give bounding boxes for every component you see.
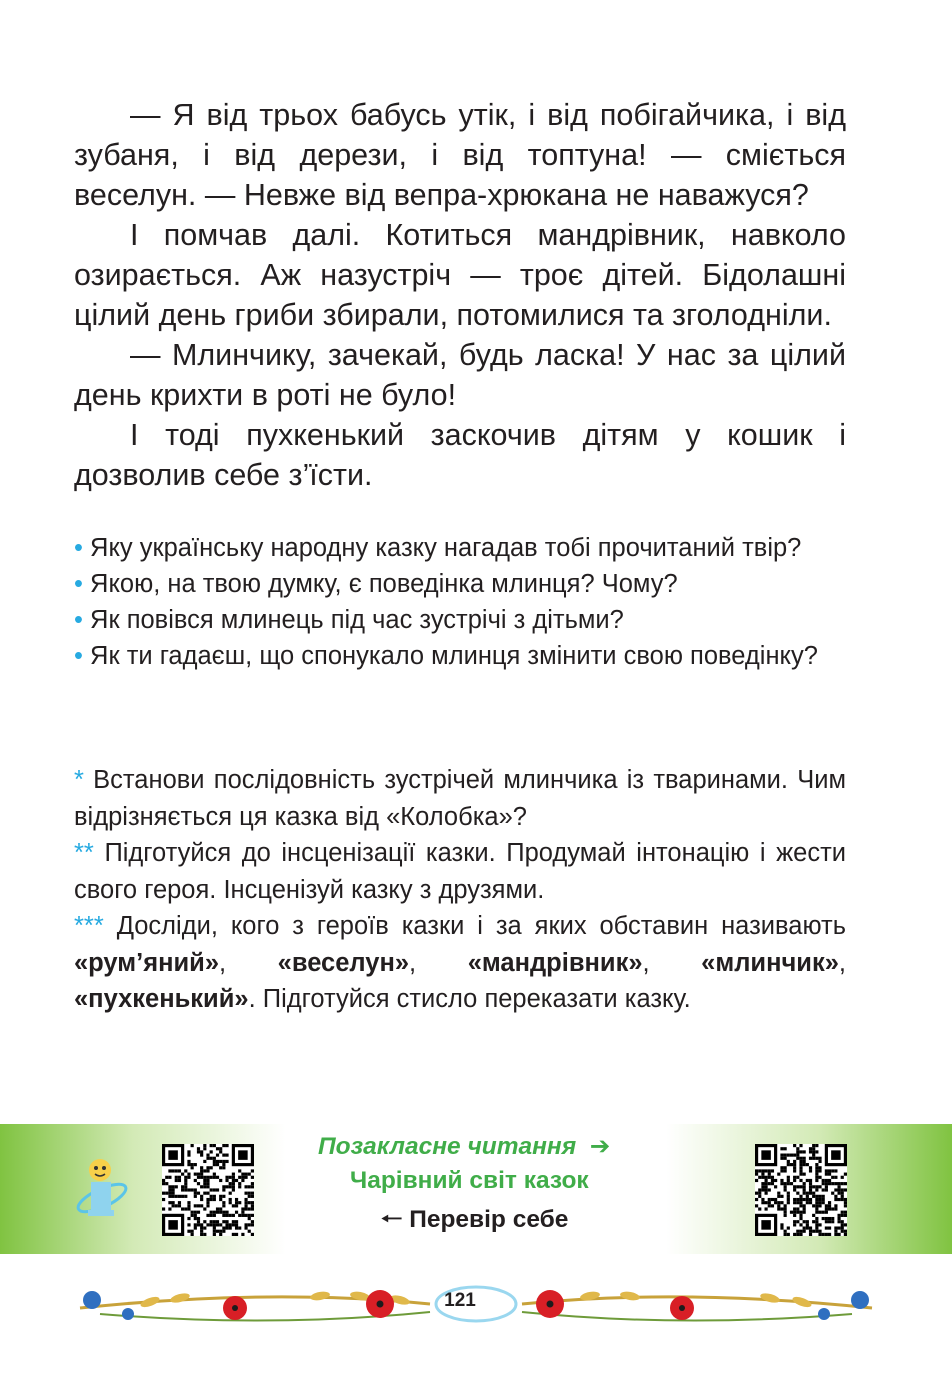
qr-code-icon[interactable] [162,1144,254,1236]
difficulty-star-2: ** [74,839,94,867]
story-paragraph-3: — Млинчику, зачекай, будь ласка! У нас за цілий день крихти в роті не було! [74,338,846,412]
bullet-icon: • [74,606,83,634]
keyword: «пухкенький» [74,985,249,1013]
bullet-icon: • [74,570,83,598]
link-magic-world-of-tales[interactable]: Чарівний світ казок [350,1167,589,1194]
keyword: «рум’яний» [74,948,220,977]
question-2: • Якою, на твою думку, є поведінка млинця? Чому? [74,570,678,598]
difficulty-star-3: *** [74,912,104,940]
link-check-yourself[interactable]: 🠐 Перевір себе [381,1206,569,1233]
keyword: «веселун» [277,948,410,977]
story-paragraph-4: І тоді пухкенький заскочив дітям у кошик і дозволив себе з’їсти. [74,418,846,492]
task-1: * Встанови послідовність зустрічей млинчика із тваринами. Чим відрізняється ця казка від «Колобка»? [74,766,846,831]
arrow-left-icon: 🠐 [381,1206,403,1233]
tasks-list [74,762,846,1018]
task-3: *** Досліди, кого з героїв казки і за яких обставин називають «рум’яний», «веселун», «мандрівник», «млинчик», «пухкенький». Підготуйся стисло переказати казку. [74,912,847,1013]
bullet-icon: • [74,534,83,562]
story-paragraph-2: І помчав далі. Котиться мандрівник, навколо озирається. Аж назустріч — троє дітей. Бідолашні цілий день гриби збирали, потомилися та зголодніли. [74,218,846,332]
question-1: • Яку українську народну казку нагадав тобі прочитаний твір? [74,534,802,562]
page-number: 121 [444,1290,476,1311]
mascot-icon [74,1156,130,1222]
bullet-icon: • [74,642,83,670]
keyword: «мандрівник» [467,948,643,977]
keyword: «млинчик» [701,948,839,977]
story-text [74,95,846,495]
question-4: • Як ти гадаєш, що спонукало млинця змінити свою поведінку? [74,642,818,670]
questions-list [74,530,846,674]
question-3: • Як повівся млинець під час зустрічі з дітьми? [74,606,624,634]
story-paragraph-1: — Я від трьох бабусь утік, і від побігайчика, і від зубаня, і від дерези, і від топтуна! — сміється веселун. — Невже від вепра-хрюкана не наважуся? [74,98,846,212]
arrow-right-icon: ➔ [589,1133,611,1160]
difficulty-star-1: * [74,766,84,794]
task-2: ** Підготуйся до інсценізації казки. Продумай інтонацію і жести свого героя. Інсценізуй казку з друзями. [74,839,846,904]
link-extracurricular-reading[interactable]: Позакласне читання ➔ [318,1133,611,1160]
qr-code-icon[interactable] [755,1144,847,1236]
